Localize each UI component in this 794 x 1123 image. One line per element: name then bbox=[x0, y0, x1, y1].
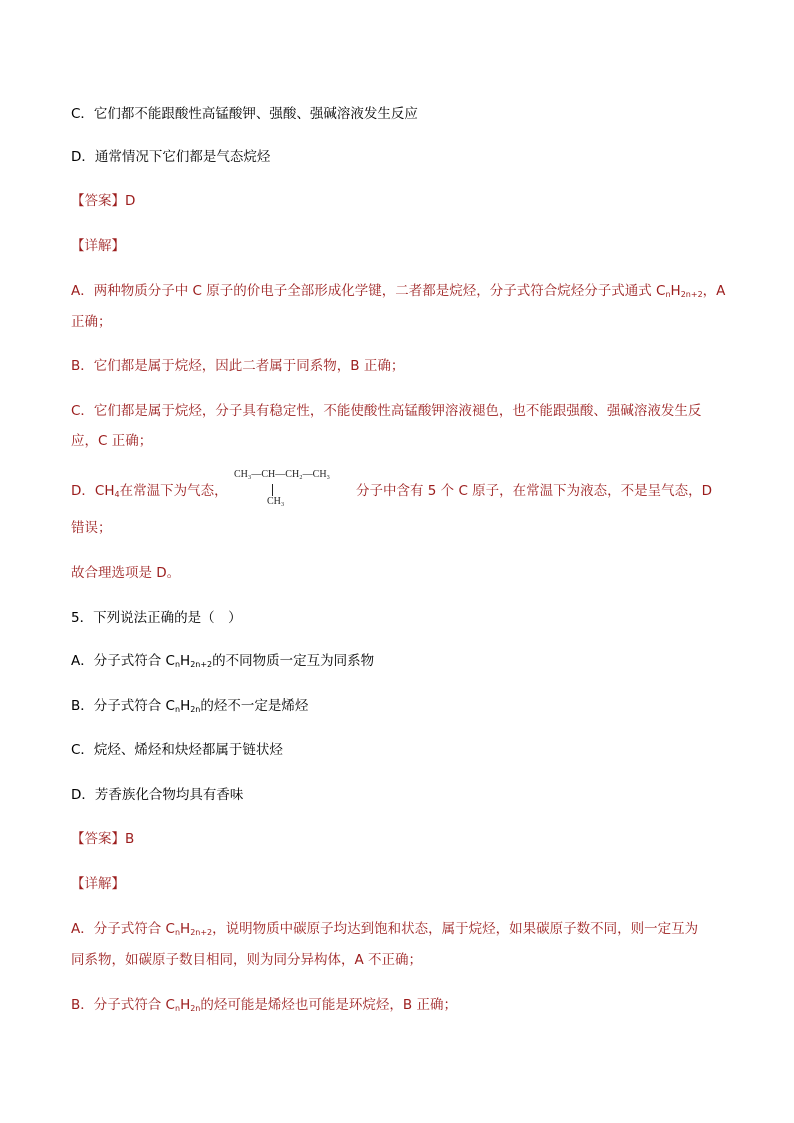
answer-label: 【答案】 bbox=[71, 193, 125, 209]
q4-explanation-a-line1: A．两种物质分子中 C 原子的价电子全部形成化学键，二者都是烷烃，分子式符合烷烃分子式通式 $C_nH_{2n+2}$，A bbox=[71, 283, 726, 299]
q4-explanation-c-line2: 应，C 正确； bbox=[71, 433, 153, 449]
q5-explanation-b: B．分子式符合 $C_nH_{2n}$的烃可能是烯烃也可能是环烷烃，B 正确； bbox=[71, 997, 457, 1013]
q4-detail-label: 【详解】 bbox=[71, 238, 125, 254]
q5-explanation-a-line2: 同系物，如碳原子数目相同，则为同分异构体，A 不正确； bbox=[71, 952, 423, 968]
q4-explanation-d-line1-right: 分子中含有 5 个 C 原子，在常温下为液态，不是呈气态，D bbox=[356, 483, 713, 499]
q5-answer bbox=[71, 829, 134, 849]
q5-option-b: B．分子式符合 $C_nH_{2n}$的烃不一定是烯烃 bbox=[71, 698, 309, 714]
q5-option-a: A．分子式符合 $C_nH_{2n+2}$的不同物质一定互为同系物 bbox=[71, 653, 375, 669]
q5-option-c: C．烷烃、烯烃和炔烃都属于链状烃 bbox=[71, 742, 283, 758]
q4-explanation-c-line1: C．它们都是属于烷烃，分子具有稳定性，不能使酸性高锰酸钾溶液褪色，也不能跟强酸、强碱溶液发生反 bbox=[71, 403, 702, 419]
q4-option-c: C．它们都不能跟酸性高锰酸钾、强酸、强碱溶液发生反应 bbox=[71, 106, 418, 122]
q4-explanation-d-line1-left: D．$CH_4$在常温下为气态， bbox=[71, 483, 228, 499]
formula-methyl-branch: CH₃ bbox=[267, 496, 285, 507]
answer-value: B bbox=[125, 831, 135, 847]
q4-answer bbox=[71, 191, 135, 211]
q4-conclusion: 故合理选项是 D。 bbox=[71, 565, 181, 581]
q5-explanation-a-line1: A．分子式符合 $C_nH_{2n+2}$，说明物质中碳原子均达到饱和状态，属于烷烃，如果碳原子数不同，则一定互为 bbox=[71, 921, 699, 937]
q5-option-d: D．芳香族化合物均具有香味 bbox=[71, 787, 244, 803]
q4-explanation-b: B．它们都是属于烷烃，因此二者属于同系物，B 正确； bbox=[71, 358, 405, 374]
formula-main-chain: CH₃—CH—CH₂—CH₃ bbox=[234, 469, 331, 480]
q4-explanation-a-line2: 正确； bbox=[71, 314, 112, 330]
formula-branch-bond bbox=[272, 484, 273, 496]
isopentane-structural-formula bbox=[234, 469, 356, 513]
q5-stem: 5．下列说法正确的是（ ） bbox=[71, 610, 242, 626]
answer-value: D bbox=[125, 193, 136, 209]
answer-label: 【答案】 bbox=[71, 831, 125, 847]
q4-explanation-d-line2: 错误； bbox=[71, 520, 112, 536]
q4-option-d: D．通常情况下它们都是气态烷烃 bbox=[71, 149, 271, 165]
q5-detail-label: 【详解】 bbox=[71, 876, 125, 892]
